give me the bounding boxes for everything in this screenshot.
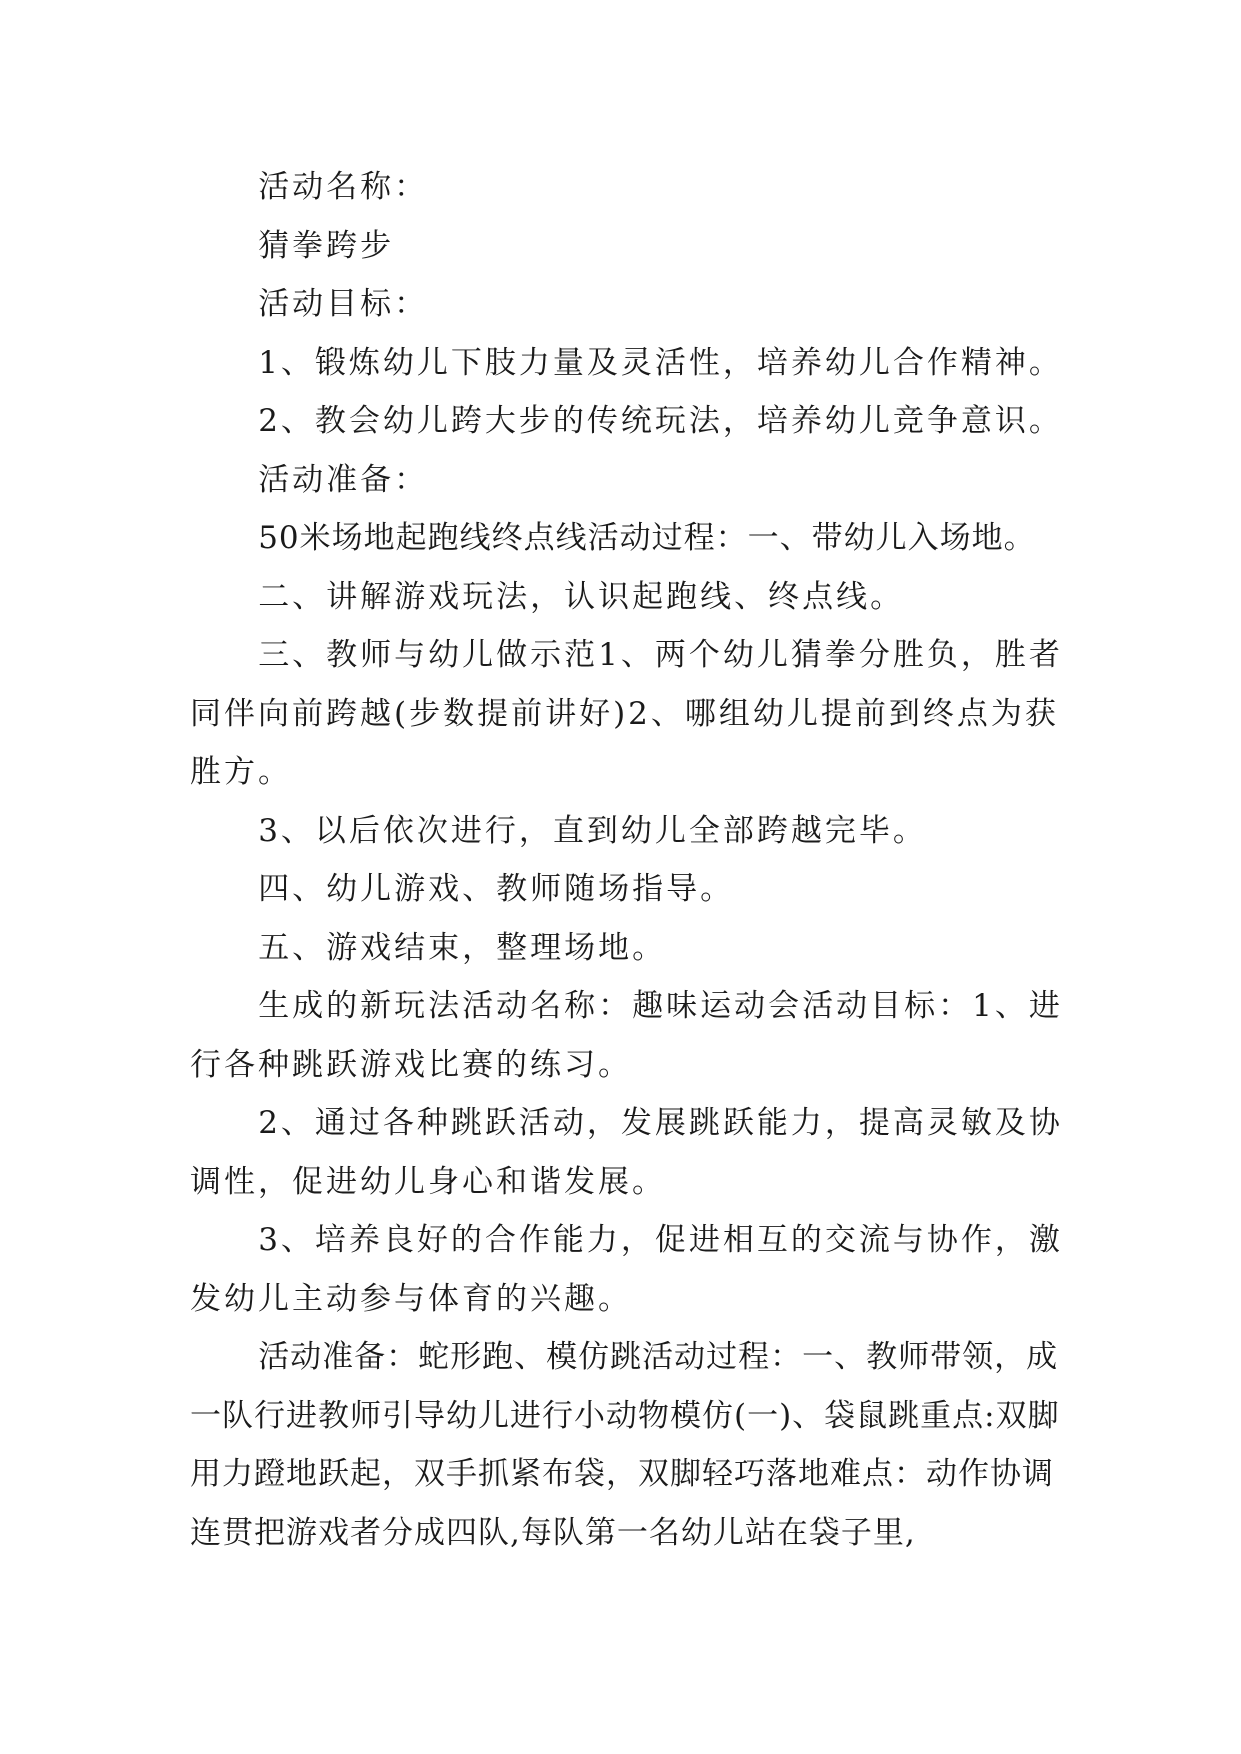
paragraph: 四、幼儿游戏、教师随场指导。 — [258, 871, 735, 907]
paragraph: 50米场地起跑线终点线活动过程：一、带幼儿入场地。 — [258, 520, 1036, 556]
paragraph: 活动准备： — [258, 461, 429, 498]
paragraph: 活动准备：蛇形跑、模仿跳活动过程：一、教师带领，成一队行进教师引导幼儿进行小动物模仿(一)、袋鼠跳重点:双脚用力蹬地跃起，双手抓紧布袋，双脚轻巧落地难点：动作协调连贯把游戏者分成四队,每队第一名幼儿站在袋子里, — [190, 1339, 1060, 1551]
paragraph: 活动目标： — [258, 286, 429, 322]
paragraph: 2、通过各种跳跃活动，发展跳跃能力，提高灵敏及协调性，促进幼儿身心和谐发展。 — [190, 1105, 1063, 1200]
paragraph: 1、锻炼幼儿下肢力量及灵活性，培养幼儿合作精神。 — [258, 344, 1063, 381]
paragraph: 五、游戏结束，整理场地。 — [258, 929, 667, 966]
paragraph: 2、教会幼儿跨大步的传统玩法，培养幼儿竞争意识。 — [258, 403, 1063, 439]
paragraph: 活动名称： — [258, 169, 429, 205]
paragraph: 二、讲解游戏玩法，认识起跑线、终点线。 — [258, 578, 905, 615]
paragraph: 生成的新玩法活动名称：趣味运动会活动目标：1、进行各种跳跃游戏比赛的练习。 — [190, 988, 1063, 1083]
document-body — [190, 158, 1070, 1562]
paragraph: 3、以后依次进行，直到幼儿全部跨越完毕。 — [258, 812, 927, 849]
paragraph: 三、教师与幼儿做示范1、两个幼儿猜拳分胜负，胜者同伴向前跨越(步数提前讲好)2、哪组幼儿提前到终点为获胜方。 — [190, 637, 1063, 790]
paragraph: 猜拳跨步 — [258, 227, 395, 264]
paragraph: 3、培养良好的合作能力，促进相互的交流与协作，激发幼儿主动参与体育的兴趣。 — [190, 1222, 1063, 1317]
